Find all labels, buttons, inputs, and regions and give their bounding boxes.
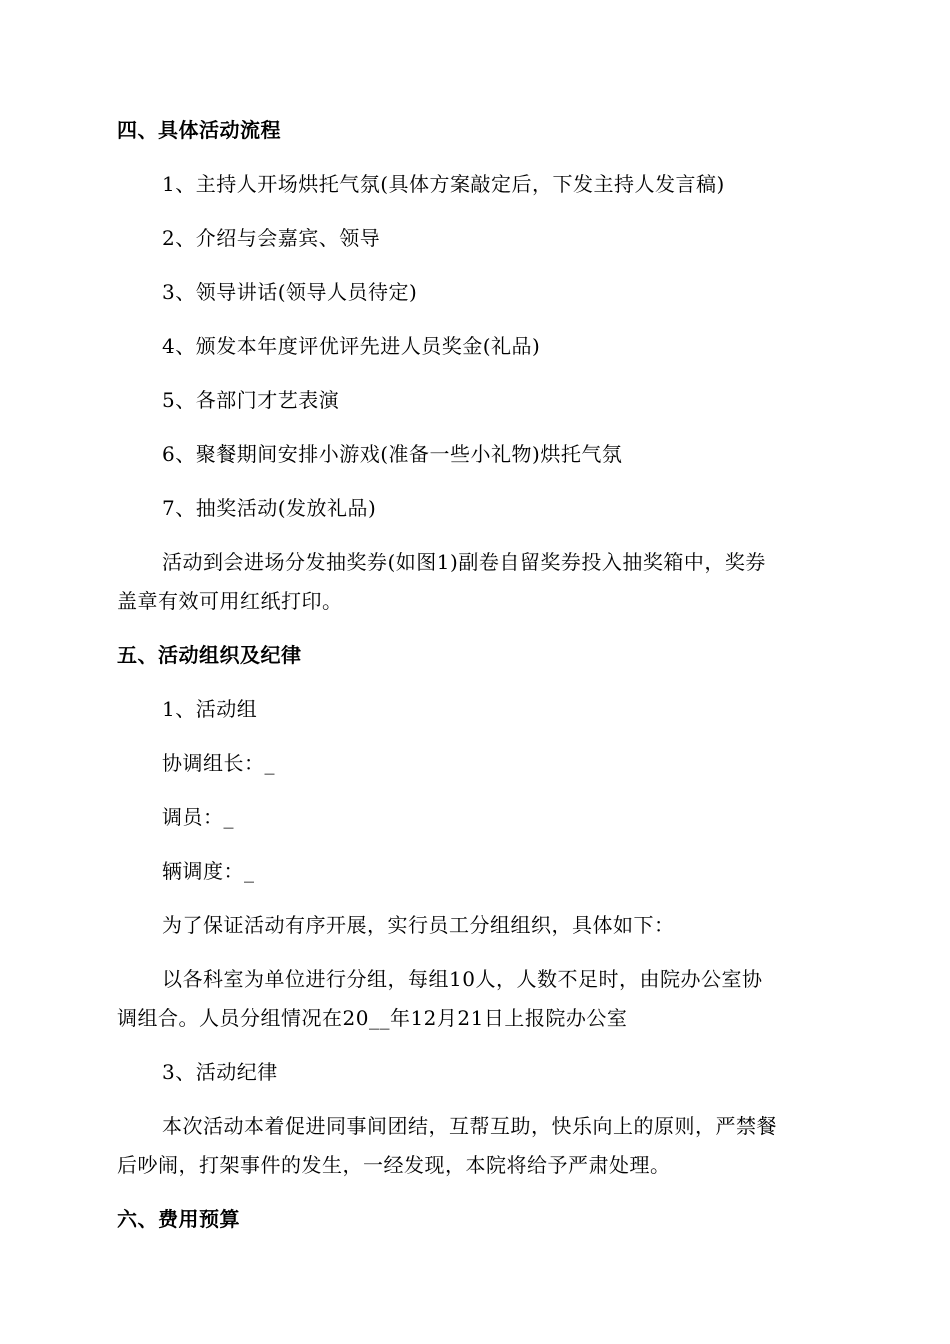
flow-item-4: 4、颁发本年度评优评先进人员奖金(礼品) [162,334,541,358]
vehicle-dispatch: 辆调度：_ [162,859,255,883]
flow-item-2: 2、介绍与会嘉宾、领导 [162,226,381,250]
discipline-line-1: 本次活动本着促进同事间团结，互帮互助，快乐向上的原则，严禁餐 [162,1114,777,1138]
section-six-heading: 六、费用预算 [117,1207,240,1231]
discipline-title: 3、活动纪律 [162,1060,278,1084]
discipline-line-2: 后吵闹，打架事件的发生，一经发现，本院将给予严肃处理。 [117,1153,671,1177]
flow-item-6: 6、聚餐期间安排小游戏(准备一些小礼物)烘托气氛 [162,442,623,466]
flow-item-3: 3、领导讲话(领导人员待定) [162,280,418,304]
coordinator-leader: 协调组长：_ [162,751,275,775]
lottery-note-line-1: 活动到会进场分发抽奖券(如图1)副卷自留奖券投入抽奖箱中，奖券 [162,550,766,574]
flow-item-7: 7、抽奖活动(发放礼品) [162,496,377,520]
grouping-detail-line-2: 调组合。人员分组情况在20__年12月21日上报院办公室 [117,1006,628,1030]
flow-item-1: 1、主持人开场烘托气氛(具体方案敲定后，下发主持人发言稿) [162,172,725,196]
section-four-heading: 四、具体活动流程 [117,118,281,142]
section-five-heading: 五、活动组织及纪律 [117,643,302,667]
grouping-detail-line-1: 以各科室为单位进行分组，每组10人，人数不足时，由院办公室协 [162,967,763,991]
lottery-note-line-2: 盖章有效可用红纸打印。 [117,589,343,613]
coordinator-member: 调员：_ [162,805,234,829]
flow-item-5: 5、各部门才艺表演 [162,388,340,412]
grouping-intro: 为了保证活动有序开展，实行员工分组组织，具体如下： [162,913,675,937]
activity-group-title: 1、活动组 [162,697,258,721]
